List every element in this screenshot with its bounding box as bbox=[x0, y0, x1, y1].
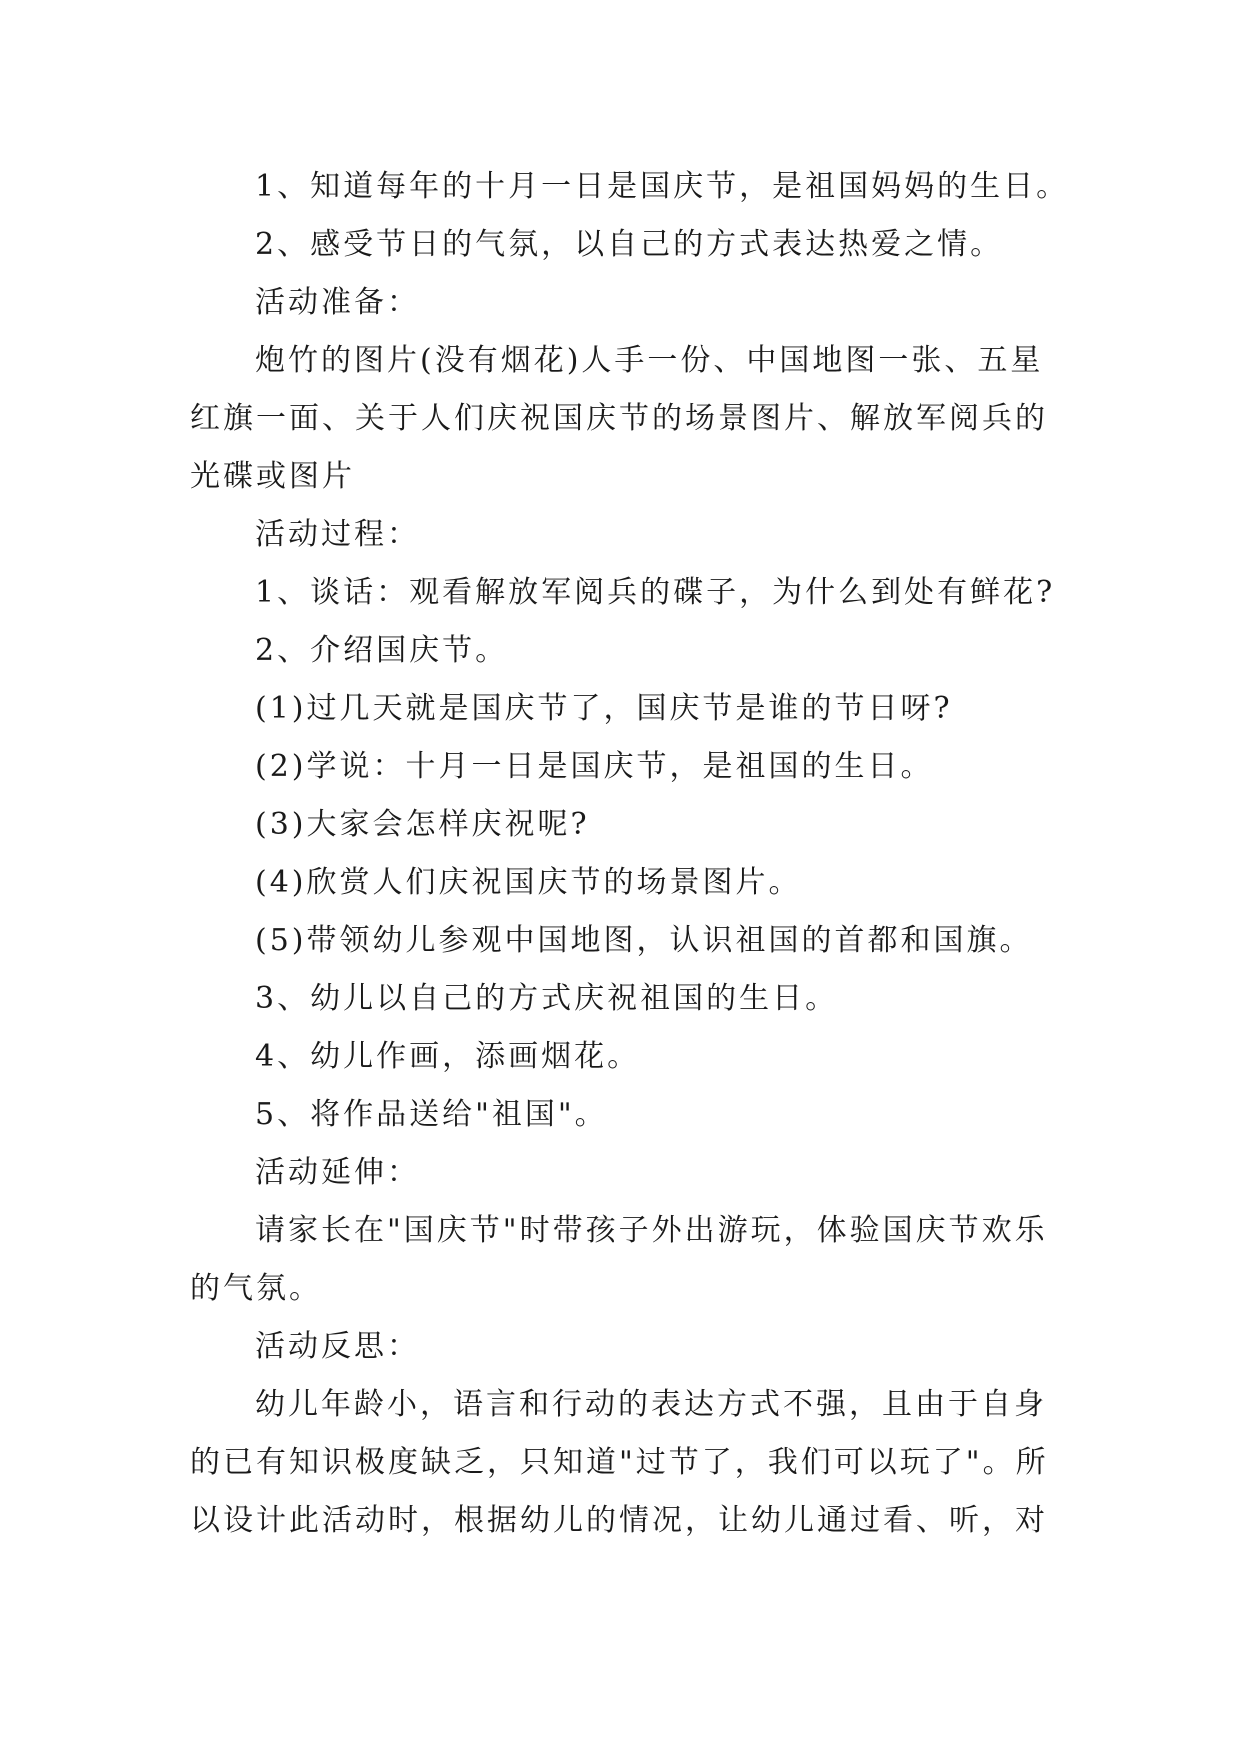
preparation-paragraph-line: 红旗一面、关于人们庆祝国庆节的场景图片、解放军阅兵的 bbox=[190, 401, 1048, 436]
process-step-line: 5、将作品送给"祖国"。 bbox=[255, 1097, 608, 1132]
goal-line-1: 1、知道每年的十月一日是国庆节，是祖国妈妈的生日。 bbox=[255, 169, 1070, 204]
process-substep-line: (1)过几天就是国庆节了，国庆节是谁的节日呀? bbox=[255, 691, 953, 726]
section-heading-process: 活动过程： bbox=[255, 517, 420, 552]
reflection-paragraph-line: 幼儿年龄小，语言和行动的表达方式不强，且由于自身 bbox=[255, 1387, 1047, 1422]
document-body bbox=[190, 158, 1070, 1550]
process-step-line: 3、幼儿以自己的方式庆祝祖国的生日。 bbox=[255, 981, 839, 1016]
goal-line-2: 2、感受节日的气氛，以自己的方式表达热爱之情。 bbox=[255, 227, 1004, 262]
process-substep-line: (3)大家会怎样庆祝呢? bbox=[255, 807, 590, 842]
process-substep-line: (2)学说：十月一日是国庆节，是祖国的生日。 bbox=[255, 749, 934, 784]
section-heading-preparation: 活动准备： bbox=[255, 285, 420, 320]
section-heading-reflection: 活动反思： bbox=[255, 1329, 420, 1364]
process-step-line: 2、介绍国庆节。 bbox=[255, 633, 509, 668]
process-step-line: 4、幼儿作画，添画烟花。 bbox=[255, 1039, 641, 1074]
reflection-paragraph-line: 以设计此活动时，根据幼儿的情况，让幼儿通过看、听，对 bbox=[190, 1503, 1048, 1538]
process-substep-line: (4)欣赏人们庆祝国庆节的场景图片。 bbox=[255, 865, 802, 900]
reflection-paragraph-line: 的已有知识极度缺乏，只知道"过节了，我们可以玩了"。所 bbox=[190, 1445, 1049, 1480]
extension-paragraph-line: 的气氛。 bbox=[190, 1271, 322, 1306]
section-heading-extension: 活动延伸： bbox=[255, 1155, 420, 1190]
preparation-paragraph-line: 炮竹的图片(没有烟花)人手一份、中国地图一张、五星 bbox=[255, 343, 1044, 378]
process-step-line: 1、谈话：观看解放军阅兵的碟子，为什么到处有鲜花? bbox=[255, 575, 1056, 610]
extension-paragraph-line: 请家长在"国庆节"时带孩子外出游玩，体验国庆节欢乐 bbox=[255, 1213, 1048, 1248]
process-substep-line: (5)带领幼儿参观中国地图，认识祖国的首都和国旗。 bbox=[255, 923, 1033, 958]
preparation-paragraph-line: 光碟或图片 bbox=[190, 459, 355, 494]
